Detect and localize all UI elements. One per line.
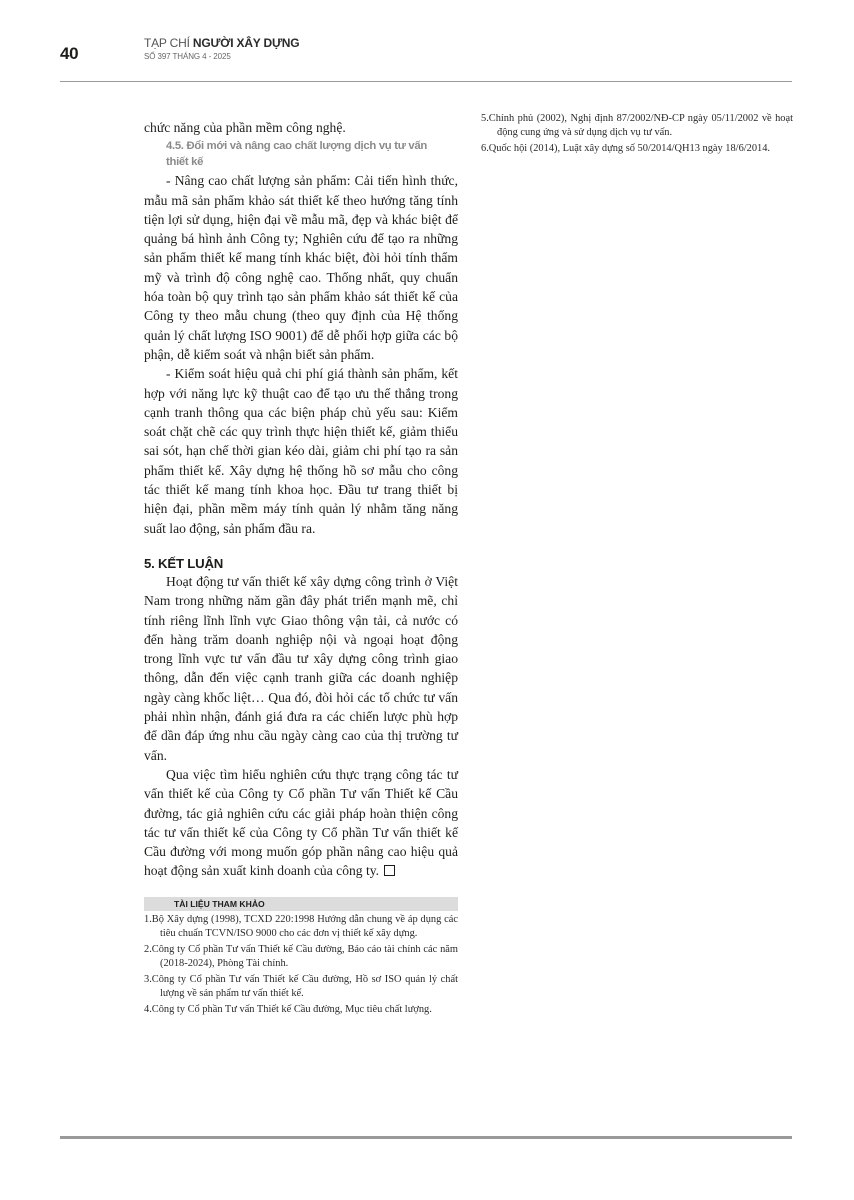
reference-item: 1.Bộ Xây dựng (1998), TCXD 220:1998 Hướng dẫn chung về áp dụng các tiêu chuẩn TCVN/ISO 9000 cho các đơn vị thiết kế xây dựng.: [144, 913, 458, 939]
paragraph-conclusion-1: Hoạt động tư vấn thiết kế xây dựng công trình ở Việt Nam trong những năm gần đây phát triển mạnh mẽ, chỉ tính riêng lĩnh lĩnh vực Giao thông vận tải, cả nước có đến hàng trăm doanh nghiệp nội và ngoại hoạt động trong lĩnh vực tư vấn đầu tư xây dựng công trình giao thông, dẫn đến việc cạnh tranh giữa các doanh nghiệp ngày càng khốc liệt… Qua đó, đòi hỏi các tổ chức tư vấn phải nhìn nhận, đánh giá đưa ra các chiến lược phù hợp để dần đáp ứng nhu cầu ngày càng cao của thị trường tư vấn.: [144, 573, 458, 763]
left-column: [144, 118, 458, 1019]
reference-item: 2.Công ty Cổ phần Tư vấn Thiết kế Cầu đường, Báo cáo tài chính các năm (2018-2024), Phòng Tài chính.: [144, 943, 458, 969]
intro-line: chức năng của phần mềm công nghệ.: [144, 120, 346, 135]
right-column: [481, 112, 793, 158]
header-divider: [60, 81, 792, 82]
magazine-prefix: TẠP CHÍ: [144, 36, 190, 50]
section-title-conclusion: 5. KẾT LUẬN: [144, 555, 224, 571]
references-list-left: [144, 913, 458, 1017]
reference-item: 5.Chính phủ (2002), Nghị định 87/2002/NĐ-CP ngày 05/11/2002 về hoạt động cung ứng và sử dụng dịch vụ tư vấn.: [481, 113, 793, 138]
paragraph-conclusion-2: [144, 765, 458, 881]
masthead: [144, 36, 299, 61]
magazine-title: [144, 36, 299, 50]
magazine-name: NGƯỜI XÂY DỰNG: [192, 36, 300, 50]
reference-item: 4.Công ty Cổ phần Tư vấn Thiết kế Cầu đường, Mục tiêu chất lượng.: [144, 1003, 432, 1015]
hollow-square-icon: [384, 865, 395, 876]
issue-info: SỐ 397 THÁNG 4 - 2025: [144, 52, 231, 61]
conclusion-2-text: Qua việc tìm hiểu nghiên cứu thực trạng công tác tư vấn thiết kế của Công ty Cổ phần Tư vấn Thiết kế Cầu đường, tác giả nghiên cứu các giải pháp hoàn thiện công tác tư vấn thiết kế của Công ty Cổ phần Tư vấn thiết kế Cầu đường với mong muốn góp phần nâng cao hiệu quả hoạt động sản xuất kinh doanh của công ty.: [144, 766, 458, 879]
reference-item: 3.Công ty Cổ phần Tư vấn Thiết kế Cầu đường, Hồ sơ ISO quản lý chất lượng về sản phẩm tư vấn thiết kế.: [144, 973, 458, 999]
paragraph-product-quality: - Nâng cao chất lượng sản phẩm: Cải tiến hình thức, mẫu mã sản phẩm khảo sát thiết kế theo hướng tăng tính tiện lợi sử dụng, hiện đại về mẫu mã, đẹp và khác biệt để quảng bá hình ảnh Công ty; Nghiên cứu để tạo ra những sản phẩm thiết kế mang tính khác biệt, đòi hỏi tính thẩm mỹ và trình độ công nghệ cao. Thống nhất, quy chuẩn hóa toàn bộ quy trình tạo sản phẩm khảo sát thiết kế của Công ty theo mẫu chung (theo quy định của Hệ thống quản lý chất lượng ISO 9001) để dễ phối hợp giữa các bộ phận, dễ kiểm soát và nhận biết sản phẩm.: [144, 173, 458, 362]
references-heading: TÀI LIỆU THAM KHẢO: [144, 897, 458, 911]
references-list-right: [481, 112, 793, 156]
reference-item: 6.Quốc hội (2014), Luật xây dựng số 50/2014/QH13 ngày 18/6/2014.: [481, 143, 771, 154]
page-number: 40: [60, 44, 79, 63]
paragraph-cost-control: - Kiểm soát hiệu quả chi phí giá thành sản phẩm, kết hợp với năng lực kỹ thuật cao để tạo ưu thế thắng trong cạnh tranh thông qua các biện pháp chủ yếu sau: Kiểm soát chặt chẽ các quy trình thực hiện thiết kế, giảm thiểu sai sót, hạn chế thời gian kéo dài, giảm chi phí tạo ra sản phẩm thiết kế. Xây dựng hệ thống hồ sơ mẫu cho công tác thiết kế mang tính khoa học. Đầu tư trang thiết bị hiện đại, phần mềm máy tính quản lý nhằm tăng năng suất lao động, sản phẩm đầu ra.: [144, 366, 458, 536]
subheading-4-5: 4.5. Đổi mới và nâng cao chất lượng dịch vụ tư vấn thiết kế: [166, 140, 427, 169]
footer-divider: [60, 1136, 792, 1139]
